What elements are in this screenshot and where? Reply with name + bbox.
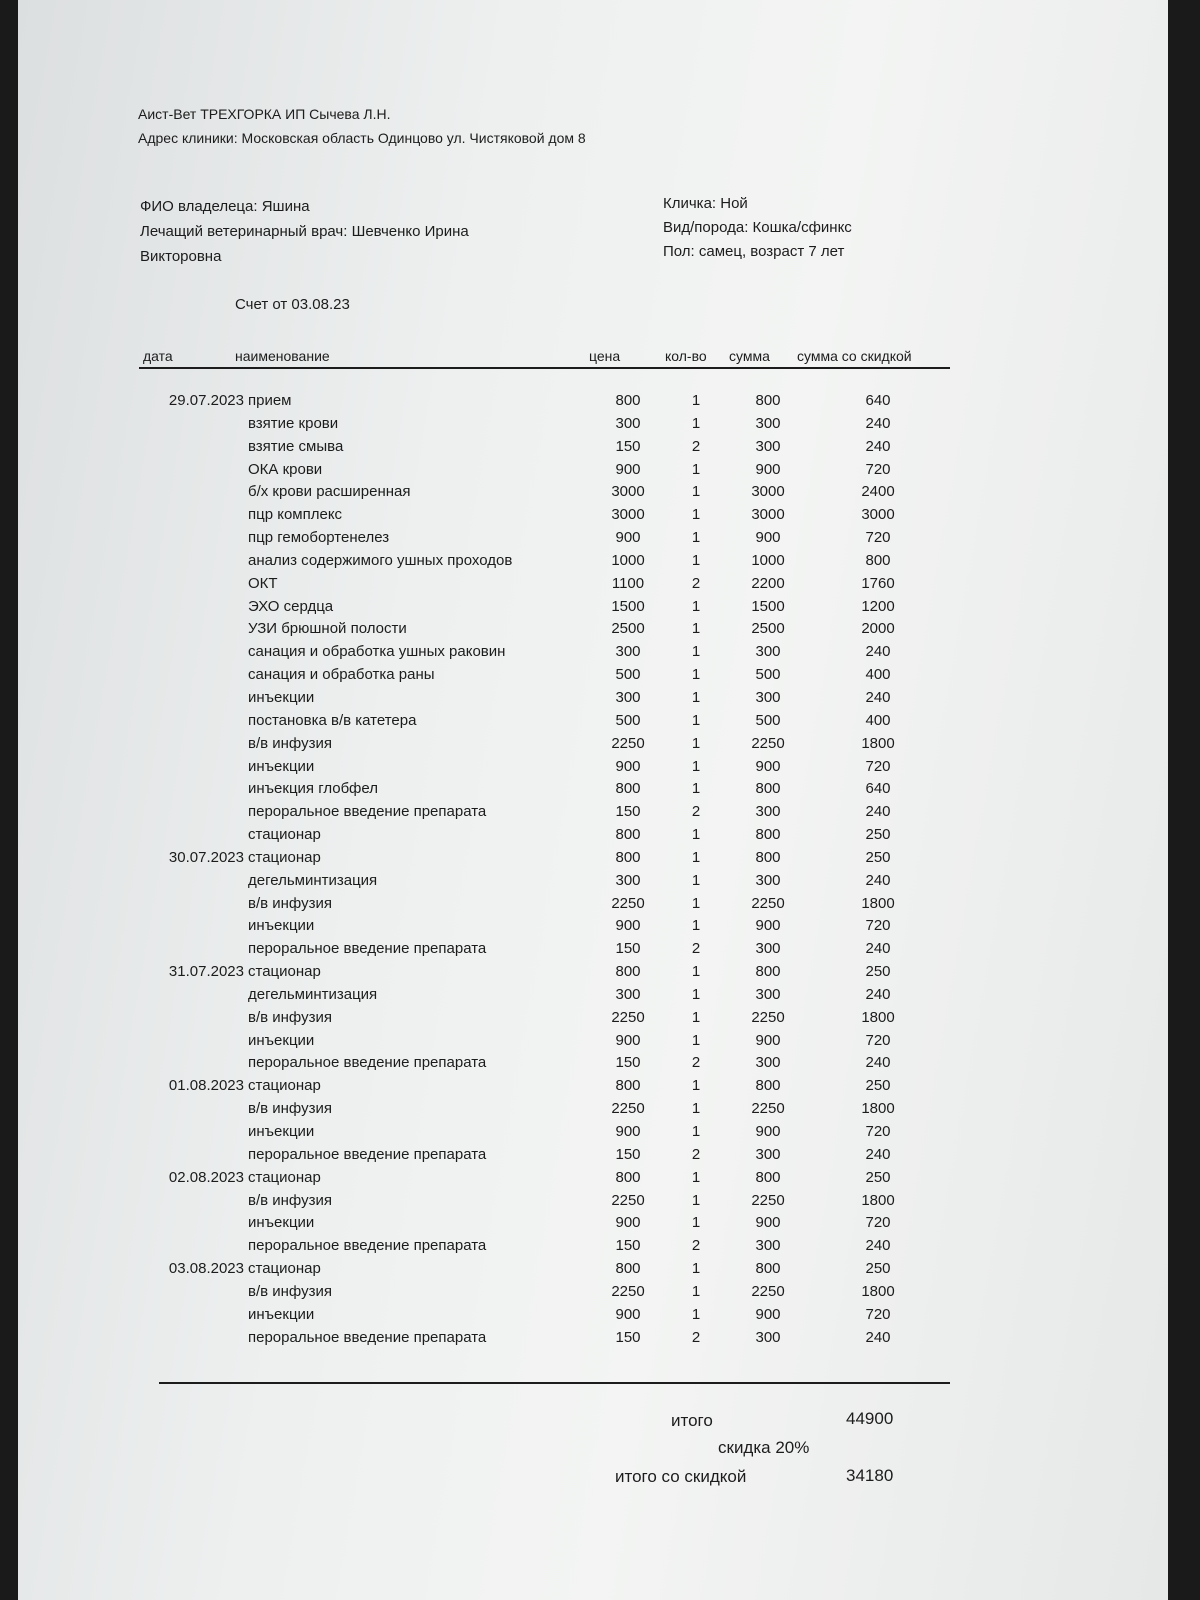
row-discounted-sum: 720 bbox=[865, 757, 891, 775]
row-service-name: стационар bbox=[248, 1168, 321, 1186]
row-qty: 1 bbox=[691, 780, 701, 798]
table-row bbox=[18, 415, 1168, 438]
row-service-name: постановка в/в катетера bbox=[248, 711, 417, 729]
row-qty: 1 bbox=[691, 1168, 701, 1186]
row-sum: 300 bbox=[755, 1328, 781, 1346]
row-sum: 300 bbox=[755, 1145, 781, 1163]
row-service-name: б/х крови расширенная bbox=[248, 483, 411, 501]
row-qty: 2 bbox=[691, 1145, 701, 1163]
invoice-title: Счет от 03.08.23 bbox=[235, 296, 350, 313]
row-price: 900 bbox=[615, 917, 641, 935]
table-row bbox=[18, 1009, 1168, 1032]
row-service-name: прием bbox=[248, 392, 292, 409]
table-row bbox=[18, 917, 1168, 940]
row-service-name: дегельминтизация bbox=[248, 985, 378, 1003]
row-price: 2250 bbox=[611, 894, 645, 912]
row-price: 800 bbox=[615, 826, 641, 844]
table-row bbox=[18, 552, 1168, 575]
row-price: 150 bbox=[615, 1054, 641, 1072]
row-service-name: инъекции bbox=[248, 1031, 315, 1049]
row-sum: 800 bbox=[755, 392, 781, 409]
table-row bbox=[18, 735, 1168, 758]
row-discounted-sum: 250 bbox=[865, 826, 891, 844]
table-row bbox=[18, 461, 1168, 484]
clinic-name: Аист-Вет ТРЕХГОРКА ИП Сычева Л.Н. bbox=[138, 106, 391, 122]
row-service-name: в/в инфузия bbox=[248, 894, 332, 912]
row-price: 800 bbox=[615, 1260, 641, 1278]
row-discounted-sum: 250 bbox=[865, 963, 891, 981]
col-header-discounted: сумма со скидкой bbox=[797, 348, 912, 364]
row-price: 800 bbox=[615, 963, 641, 981]
table-row bbox=[18, 963, 1168, 986]
row-price: 2500 bbox=[611, 620, 645, 638]
row-service-name: инъекции bbox=[248, 917, 315, 935]
row-service-name: анализ содержимого ушных проходов bbox=[248, 551, 513, 569]
row-service-name: ОКА крови bbox=[248, 460, 323, 478]
row-date: 30.07.2023 bbox=[168, 848, 244, 866]
row-price: 300 bbox=[615, 871, 641, 889]
row-service-name: пероральное введение препарата bbox=[248, 1237, 487, 1255]
row-price: 800 bbox=[615, 848, 641, 866]
table-row bbox=[18, 849, 1168, 872]
row-discounted-sum: 2400 bbox=[861, 483, 895, 501]
row-service-name: пцр комплекс bbox=[248, 506, 343, 524]
table-row bbox=[18, 620, 1168, 643]
table-row bbox=[18, 438, 1168, 461]
table-row bbox=[18, 1146, 1168, 1169]
row-price: 900 bbox=[615, 1031, 641, 1049]
row-price: 900 bbox=[615, 529, 641, 547]
row-sum: 300 bbox=[755, 940, 781, 958]
row-qty: 1 bbox=[691, 871, 701, 889]
row-discounted-sum: 240 bbox=[865, 985, 891, 1003]
table-row bbox=[18, 940, 1168, 963]
col-header-qty: кол-во bbox=[665, 348, 707, 364]
row-sum: 3000 bbox=[751, 506, 785, 524]
table-row bbox=[18, 1032, 1168, 1055]
row-qty: 2 bbox=[691, 1054, 701, 1072]
row-price: 800 bbox=[615, 1168, 641, 1186]
row-qty: 1 bbox=[691, 711, 701, 729]
row-service-name: санация и обработка раны bbox=[248, 666, 435, 684]
pet-sex-age: Пол: самец, возраст 7 лет bbox=[663, 243, 845, 260]
row-discounted-sum: 1800 bbox=[861, 1191, 895, 1209]
row-sum: 2250 bbox=[751, 1191, 785, 1209]
row-price: 1000 bbox=[611, 551, 645, 569]
row-price: 300 bbox=[615, 688, 641, 706]
table-row bbox=[18, 1260, 1168, 1283]
row-discounted-sum: 250 bbox=[865, 1260, 891, 1278]
row-discounted-sum: 240 bbox=[865, 1054, 891, 1072]
row-sum: 300 bbox=[755, 688, 781, 706]
row-qty: 1 bbox=[691, 688, 701, 706]
clinic-info bbox=[138, 102, 586, 150]
row-qty: 2 bbox=[691, 940, 701, 958]
discounted-total-label: итого со скидкой bbox=[615, 1467, 747, 1486]
row-discounted-sum: 720 bbox=[865, 460, 891, 478]
row-sum: 900 bbox=[755, 460, 781, 478]
row-sum: 2500 bbox=[751, 620, 785, 638]
row-price: 2250 bbox=[611, 1008, 645, 1026]
invoice-table-body bbox=[18, 392, 1168, 1351]
row-price: 2250 bbox=[611, 1191, 645, 1209]
row-qty: 1 bbox=[691, 963, 701, 981]
row-service-name: в/в инфузия bbox=[248, 1100, 332, 1118]
row-date: 01.08.2023 bbox=[168, 1077, 244, 1095]
row-qty: 2 bbox=[691, 1328, 701, 1346]
table-row bbox=[18, 1192, 1168, 1215]
row-qty: 2 bbox=[691, 803, 701, 821]
row-service-name: в/в инфузия bbox=[248, 1282, 332, 1300]
table-row bbox=[18, 643, 1168, 666]
row-sum: 800 bbox=[755, 963, 781, 981]
row-qty: 1 bbox=[691, 1123, 701, 1140]
table-row bbox=[18, 529, 1168, 552]
row-sum: 800 bbox=[755, 1168, 781, 1186]
row-price: 2250 bbox=[611, 734, 645, 752]
row-qty: 1 bbox=[691, 917, 701, 935]
row-service-name: инъекции bbox=[248, 1123, 315, 1140]
row-price: 1100 bbox=[611, 574, 645, 592]
total-label: итого bbox=[671, 1411, 713, 1430]
row-qty: 1 bbox=[691, 1008, 701, 1026]
clinic-address: Адрес клиники: Московская область Одинцово ул. Чистяковой дом 8 bbox=[138, 130, 586, 146]
row-price: 900 bbox=[615, 757, 641, 775]
row-service-name: ЭХО сердца bbox=[248, 597, 334, 615]
table-row bbox=[18, 986, 1168, 1009]
row-sum: 800 bbox=[755, 826, 781, 844]
pet-breed: Вид/порода: Кошка/сфинкс bbox=[663, 219, 852, 236]
row-discounted-sum: 240 bbox=[865, 1237, 891, 1255]
row-qty: 2 bbox=[691, 1237, 701, 1255]
row-sum: 1500 bbox=[751, 597, 785, 615]
row-sum: 900 bbox=[755, 1305, 781, 1323]
row-qty: 1 bbox=[691, 985, 701, 1003]
row-qty: 1 bbox=[691, 506, 701, 524]
row-price: 500 bbox=[615, 666, 641, 684]
row-qty: 1 bbox=[691, 1031, 701, 1049]
row-sum: 800 bbox=[755, 1077, 781, 1095]
row-discounted-sum: 720 bbox=[865, 1305, 891, 1323]
row-sum: 900 bbox=[755, 1123, 781, 1140]
row-service-name: дегельминтизация bbox=[248, 871, 378, 889]
row-price: 300 bbox=[615, 643, 641, 661]
row-qty: 1 bbox=[691, 1077, 701, 1095]
row-service-name: инъекции bbox=[248, 1305, 315, 1323]
invoice-sheet bbox=[18, 0, 1168, 1600]
row-price: 150 bbox=[615, 1145, 641, 1163]
row-qty: 1 bbox=[691, 757, 701, 775]
discount-label: скидка 20% bbox=[718, 1438, 810, 1457]
row-service-name: УЗИ брюшной полости bbox=[248, 620, 407, 638]
row-sum: 300 bbox=[755, 1237, 781, 1255]
table-row bbox=[18, 1054, 1168, 1077]
table-row bbox=[18, 666, 1168, 689]
row-sum: 800 bbox=[755, 780, 781, 798]
row-qty: 1 bbox=[691, 551, 701, 569]
row-qty: 1 bbox=[691, 483, 701, 501]
row-discounted-sum: 250 bbox=[865, 1168, 891, 1186]
table-row bbox=[18, 872, 1168, 895]
row-price: 300 bbox=[615, 414, 641, 432]
row-date: 03.08.2023 bbox=[168, 1260, 244, 1278]
table-row bbox=[18, 1123, 1168, 1146]
table-row bbox=[18, 1306, 1168, 1329]
row-sum: 900 bbox=[755, 1214, 781, 1232]
row-service-name: пероральное введение препарата bbox=[248, 803, 487, 821]
row-discounted-sum: 250 bbox=[865, 848, 891, 866]
row-qty: 1 bbox=[691, 414, 701, 432]
row-discounted-sum: 720 bbox=[865, 529, 891, 547]
row-qty: 1 bbox=[691, 1214, 701, 1232]
table-row bbox=[18, 1100, 1168, 1123]
row-sum: 900 bbox=[755, 757, 781, 775]
row-discounted-sum: 1800 bbox=[861, 1100, 895, 1118]
owner-info bbox=[140, 194, 520, 269]
row-service-name: стационар bbox=[248, 826, 321, 844]
row-price: 2250 bbox=[611, 1100, 645, 1118]
table-row bbox=[18, 895, 1168, 918]
row-qty: 1 bbox=[691, 620, 701, 638]
table-row bbox=[18, 1169, 1168, 1192]
row-price: 1500 bbox=[611, 597, 645, 615]
table-row bbox=[18, 598, 1168, 621]
col-header-sum: сумма bbox=[729, 348, 770, 364]
row-price: 800 bbox=[615, 392, 641, 409]
row-sum: 500 bbox=[755, 711, 781, 729]
row-discounted-sum: 1200 bbox=[861, 597, 895, 615]
row-service-name: в/в инфузия bbox=[248, 734, 332, 752]
col-header-date: дата bbox=[143, 348, 173, 364]
row-qty: 1 bbox=[691, 643, 701, 661]
row-price: 900 bbox=[615, 1305, 641, 1323]
row-price: 3000 bbox=[611, 483, 645, 501]
doctor-name: Лечащий ветеринарный врач: Шевченко Ирина Викторовна bbox=[140, 223, 469, 265]
row-sum: 300 bbox=[755, 803, 781, 821]
header-rule bbox=[139, 367, 950, 369]
pet-info bbox=[663, 192, 852, 264]
row-discounted-sum: 240 bbox=[865, 643, 891, 661]
row-sum: 2250 bbox=[751, 734, 785, 752]
row-discounted-sum: 720 bbox=[865, 1214, 891, 1232]
row-qty: 1 bbox=[691, 734, 701, 752]
row-price: 2250 bbox=[611, 1282, 645, 1300]
row-service-name: пероральное введение препарата bbox=[248, 940, 487, 958]
row-qty: 1 bbox=[691, 848, 701, 866]
row-qty: 1 bbox=[691, 826, 701, 844]
row-service-name: пероральное введение препарата bbox=[248, 1145, 487, 1163]
row-discounted-sum: 800 bbox=[865, 551, 891, 569]
row-date: 02.08.2023 bbox=[168, 1168, 244, 1186]
row-price: 800 bbox=[615, 780, 641, 798]
row-service-name: санация и обработка ушных раковин bbox=[248, 643, 506, 661]
row-sum: 300 bbox=[755, 871, 781, 889]
row-date: 31.07.2023 bbox=[168, 963, 244, 981]
row-price: 900 bbox=[615, 1214, 641, 1232]
row-price: 150 bbox=[615, 940, 641, 958]
row-qty: 1 bbox=[691, 1100, 701, 1118]
table-row bbox=[18, 392, 1168, 415]
row-discounted-sum: 240 bbox=[865, 871, 891, 889]
row-service-name: взятие смыва bbox=[248, 437, 344, 455]
row-qty: 1 bbox=[691, 460, 701, 478]
row-discounted-sum: 3000 bbox=[861, 506, 895, 524]
table-row bbox=[18, 758, 1168, 781]
row-qty: 1 bbox=[691, 894, 701, 912]
table-row bbox=[18, 780, 1168, 803]
discounted-total-value: 34180 bbox=[846, 1466, 894, 1485]
row-service-name: инъекции bbox=[248, 688, 315, 706]
table-row bbox=[18, 803, 1168, 826]
row-discounted-sum: 1760 bbox=[861, 574, 895, 592]
row-sum: 800 bbox=[755, 1260, 781, 1278]
row-service-name: в/в инфузия bbox=[248, 1008, 332, 1026]
col-header-name: наименование bbox=[235, 348, 330, 364]
row-service-name: пероральное введение препарата bbox=[248, 1054, 487, 1072]
row-discounted-sum: 1800 bbox=[861, 1008, 895, 1026]
row-discounted-sum: 240 bbox=[865, 437, 891, 455]
row-sum: 2250 bbox=[751, 894, 785, 912]
row-price: 3000 bbox=[611, 506, 645, 524]
table-row bbox=[18, 1237, 1168, 1260]
row-qty: 1 bbox=[691, 529, 701, 547]
total-value: 44900 bbox=[846, 1409, 894, 1428]
row-service-name: инъекции bbox=[248, 1214, 315, 1232]
row-discounted-sum: 1800 bbox=[861, 734, 895, 752]
table-row bbox=[18, 506, 1168, 529]
row-discounted-sum: 640 bbox=[865, 780, 891, 798]
row-service-name: инъекция глобфел bbox=[248, 780, 378, 798]
row-qty: 1 bbox=[691, 392, 701, 409]
row-discounted-sum: 2000 bbox=[861, 620, 895, 638]
row-sum: 2250 bbox=[751, 1282, 785, 1300]
row-sum: 800 bbox=[755, 848, 781, 866]
row-discounted-sum: 240 bbox=[865, 940, 891, 958]
row-service-name: ОКТ bbox=[248, 574, 278, 592]
pet-name: Кличка: Ной bbox=[663, 195, 748, 212]
row-service-name: инъекции bbox=[248, 757, 315, 775]
row-sum: 2200 bbox=[751, 574, 785, 592]
row-price: 900 bbox=[615, 460, 641, 478]
row-sum: 300 bbox=[755, 437, 781, 455]
row-sum: 900 bbox=[755, 917, 781, 935]
row-qty: 1 bbox=[691, 597, 701, 615]
table-row bbox=[18, 1077, 1168, 1100]
row-sum: 300 bbox=[755, 1054, 781, 1072]
row-discounted-sum: 240 bbox=[865, 688, 891, 706]
row-price: 150 bbox=[615, 1328, 641, 1346]
table-row bbox=[18, 712, 1168, 735]
row-qty: 2 bbox=[691, 437, 701, 455]
row-service-name: стационар bbox=[248, 1077, 321, 1095]
table-row bbox=[18, 483, 1168, 506]
table-row bbox=[18, 689, 1168, 712]
row-discounted-sum: 240 bbox=[865, 1328, 891, 1346]
row-qty: 1 bbox=[691, 1260, 701, 1278]
row-sum: 2250 bbox=[751, 1008, 785, 1026]
row-sum: 2250 bbox=[751, 1100, 785, 1118]
row-sum: 500 bbox=[755, 666, 781, 684]
table-row bbox=[18, 826, 1168, 849]
row-discounted-sum: 1800 bbox=[861, 1282, 895, 1300]
row-discounted-sum: 640 bbox=[865, 392, 891, 409]
row-qty: 1 bbox=[691, 1282, 701, 1300]
row-discounted-sum: 1800 bbox=[861, 894, 895, 912]
row-sum: 900 bbox=[755, 529, 781, 547]
row-discounted-sum: 400 bbox=[865, 666, 891, 684]
row-discounted-sum: 240 bbox=[865, 414, 891, 432]
row-sum: 300 bbox=[755, 414, 781, 432]
row-sum: 900 bbox=[755, 1031, 781, 1049]
row-sum: 1000 bbox=[751, 551, 785, 569]
row-discounted-sum: 240 bbox=[865, 1145, 891, 1163]
row-sum: 300 bbox=[755, 985, 781, 1003]
table-row bbox=[18, 575, 1168, 598]
row-price: 300 bbox=[615, 985, 641, 1003]
row-discounted-sum: 250 bbox=[865, 1077, 891, 1095]
row-service-name: взятие крови bbox=[248, 414, 339, 432]
table-row bbox=[18, 1214, 1168, 1237]
row-discounted-sum: 720 bbox=[865, 917, 891, 935]
table-row bbox=[18, 1283, 1168, 1306]
row-qty: 2 bbox=[691, 574, 701, 592]
row-discounted-sum: 720 bbox=[865, 1123, 891, 1140]
owner-name: ФИО владелеца: Яшина bbox=[140, 198, 310, 215]
row-discounted-sum: 240 bbox=[865, 803, 891, 821]
row-sum: 300 bbox=[755, 643, 781, 661]
row-qty: 1 bbox=[691, 1305, 701, 1323]
row-discounted-sum: 400 bbox=[865, 711, 891, 729]
row-price: 150 bbox=[615, 1237, 641, 1255]
footer-rule bbox=[159, 1382, 950, 1384]
row-price: 500 bbox=[615, 711, 641, 729]
row-service-name: в/в инфузия bbox=[248, 1191, 332, 1209]
row-service-name: стационар bbox=[248, 963, 321, 981]
row-service-name: стационар bbox=[248, 848, 321, 866]
table-row bbox=[18, 1329, 1168, 1352]
row-service-name: пцр гемобортенелез bbox=[248, 529, 390, 547]
row-service-name: стационар bbox=[248, 1260, 321, 1278]
row-qty: 1 bbox=[691, 666, 701, 684]
col-header-price: цена bbox=[589, 348, 621, 364]
row-sum: 3000 bbox=[751, 483, 785, 501]
row-price: 150 bbox=[615, 803, 641, 821]
row-discounted-sum: 720 bbox=[865, 1031, 891, 1049]
row-price: 900 bbox=[615, 1123, 641, 1140]
row-service-name: пероральное введение препарата bbox=[248, 1328, 487, 1346]
row-price: 800 bbox=[615, 1077, 641, 1095]
row-qty: 1 bbox=[691, 1191, 701, 1209]
row-price: 150 bbox=[615, 437, 641, 455]
row-date: 29.07.2023 bbox=[168, 392, 244, 409]
